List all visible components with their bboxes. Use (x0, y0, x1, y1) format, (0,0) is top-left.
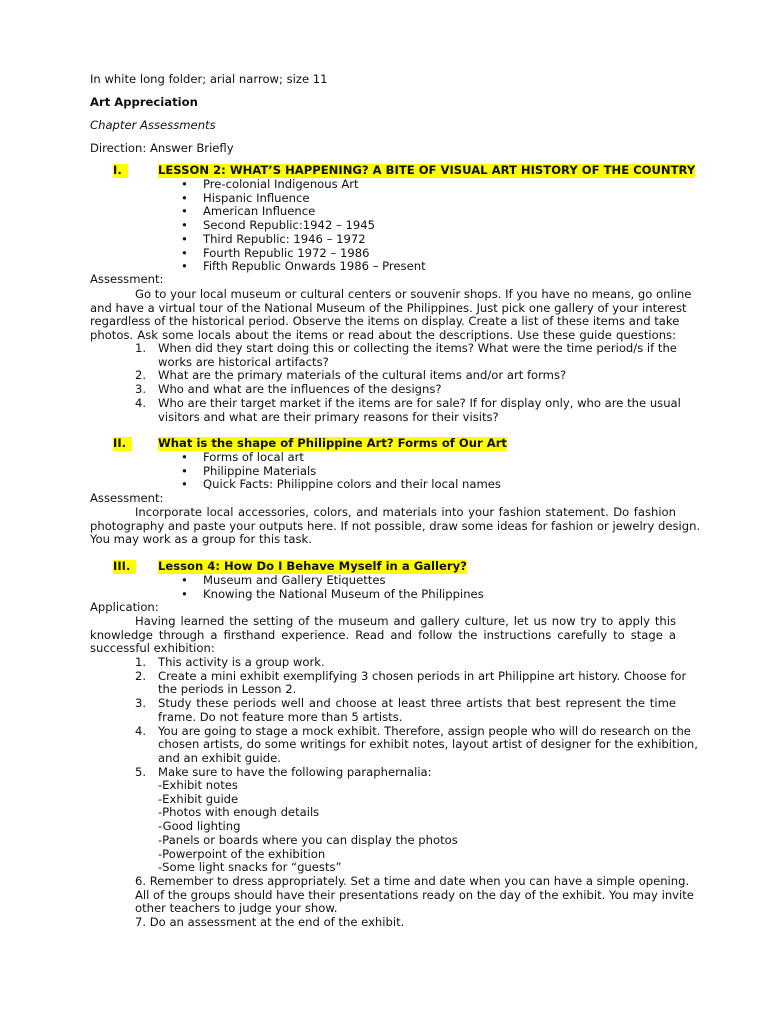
bullet-icon: • (181, 218, 188, 233)
question-line: visitors and what are their primary reasons for their visits? (158, 409, 499, 424)
paraphernalia-item: -Photos with enough details (158, 805, 320, 820)
paragraph-line: photography and paste your outputs here. If not possible, draw some ideas for fashion or jewelry design. (90, 518, 701, 533)
question-line: When did they start doing this or collecting the items? What were the time period/s if the (158, 341, 677, 355)
bullet-icon: • (181, 573, 188, 587)
question-line: What are the primary materials of the cultural items and/or art forms? (158, 368, 567, 383)
paragraph-line: Incorporate local accessories, colors, and materials into your fashion statement. Do fashion (135, 505, 676, 519)
section-2-number: II. (113, 437, 132, 451)
bullet-icon: • (181, 463, 188, 478)
step-line: and an exhibit guide. (158, 750, 281, 765)
section-3-title: Lesson 4: How Do I Behave Myself in a Gallery? (158, 559, 467, 573)
topic-list-item: Forms of local art (203, 450, 304, 464)
paraphernalia-item: -Some light snacks for “guests” (158, 860, 342, 875)
section-1-assessment-label: Assessment: (90, 272, 164, 286)
topic-list-item: Philippine Materials (203, 463, 317, 478)
bullet-icon: • (181, 586, 188, 601)
bullet-icon: • (181, 245, 188, 260)
paraphernalia-item: -Exhibit notes (158, 778, 238, 792)
step-6-line: 6. Remember to dress appropriately. Set a time and date when you can have a simple opening. (135, 874, 690, 888)
step-line: Create a mini exhibit exemplifying 3 chosen periods in art Philippine art history. Choose for (158, 668, 687, 683)
topic-list-item: Quick Facts: Philippine colors and their local names (203, 477, 501, 492)
step-line: chosen artists, do some writings for exhibit notes, layout artist of designer for the exhibition, (158, 737, 698, 752)
list-number: 2. (135, 368, 147, 383)
paragraph-line: photos. Ask some locals about the items or read about the descriptions. Use these guide questions: (90, 328, 676, 343)
step-line: Make sure to have the following paraphernalia: (158, 764, 432, 779)
question-line: Who and what are the influences of the designs? (158, 382, 442, 397)
era-list-item: American Influence (203, 204, 316, 219)
era-list-item: Fifth Republic Onwards 1986 – Present (203, 259, 426, 274)
step-line: Study these periods well and choose at least three artists that best represent the time (158, 696, 676, 711)
bullet-icon: • (181, 177, 188, 191)
section-2-assessment-label: Assessment: (90, 491, 164, 505)
bullet-icon: • (181, 450, 188, 464)
question-line: Who are their target market if the items are for sale? If for display only, who are the usual (158, 395, 681, 410)
step-line: the periods in Lesson 2. (158, 682, 297, 697)
bullet-icon: • (181, 477, 188, 492)
era-list-item: Third Republic: 1946 – 1972 (203, 231, 366, 246)
list-number: 3. (135, 696, 147, 711)
list-number: 1. (135, 341, 147, 355)
section-3-application-label: Application: (90, 600, 159, 614)
list-number: 3. (135, 382, 147, 397)
bullet-icon: • (181, 204, 188, 219)
list-number: 1. (135, 655, 147, 669)
section-3-number: III. (113, 560, 136, 574)
paragraph-line: and have a virtual tour of the National Museum of the Philippines. Just pick one gallery of your interest (90, 300, 687, 315)
section-1-number: I. (113, 164, 128, 178)
paragraph-line: Go to your local museum or cultural centers or souvenir shops. If you have no means, go online (135, 287, 692, 301)
paraphernalia-item: -Good lighting (158, 819, 241, 834)
step-7-text: 7. Do an assessment at the end of the exhibit. (135, 915, 405, 929)
step-line: This activity is a group work. (158, 655, 325, 669)
list-number: 4. (135, 395, 147, 410)
direction-text: Direction: Answer Briefly (90, 141, 234, 155)
step-6-line: All of the groups should have their presentations ready on the day of the exhibit. You may invite (135, 887, 694, 902)
paraphernalia-item: -Panels or boards where you can display the photos (158, 832, 458, 847)
list-number: 2. (135, 668, 147, 683)
section-2-title: What is the shape of Philippine Art? Forms of Our Art (158, 436, 507, 450)
era-list-item: Fourth Republic 1972 – 1986 (203, 245, 370, 260)
era-list-item: Pre-colonial Indigenous Art (203, 177, 359, 191)
list-number: 4. (135, 723, 147, 738)
step-6-line: other teachers to judge your show. (135, 901, 338, 916)
era-list-item: Second Republic:1942 – 1945 (203, 218, 375, 233)
paraphernalia-item: -Powerpoint of the exhibition (158, 846, 326, 861)
bullet-icon: • (181, 231, 188, 246)
list-number: 5. (135, 764, 147, 779)
question-line: works are historical artifacts? (158, 354, 329, 369)
paragraph-line: knowledge through a firsthand experience. Read and follow the instructions carefully to stage a (90, 627, 676, 642)
paraphernalia-item: -Exhibit guide (158, 791, 239, 806)
step-line: You are going to stage a mock exhibit. Therefore, assign people who will do research on the (158, 723, 691, 738)
era-list-item: Hispanic Influence (203, 190, 310, 205)
paragraph-line: You may work as a group for this task. (90, 532, 312, 547)
bullet-icon: • (181, 190, 188, 205)
paragraph-line: Having learned the setting of the museum and gallery culture, let us now try to apply this (135, 614, 676, 628)
document-title: Art Appreciation (90, 95, 198, 109)
paragraph-line: successful exhibition: (90, 641, 215, 656)
format-note: In white long folder; arial narrow; size 11 (90, 72, 328, 86)
paragraph-line: regardless of the historical period. Observe the items on display. Create a list of these items and take (90, 314, 680, 329)
document-subtitle: Chapter Assessments (90, 118, 216, 132)
bullet-icon: • (181, 259, 188, 274)
step-line: frame. Do not feature more than 5 artists. (158, 709, 403, 724)
section-1-title: LESSON 2: WHAT’S HAPPENING? A BITE OF VISUAL ART HISTORY OF THE COUNTRY (158, 163, 696, 177)
topic-list-item: Knowing the National Museum of the Philippines (203, 586, 484, 601)
topic-list-item: Museum and Gallery Etiquettes (203, 573, 386, 587)
